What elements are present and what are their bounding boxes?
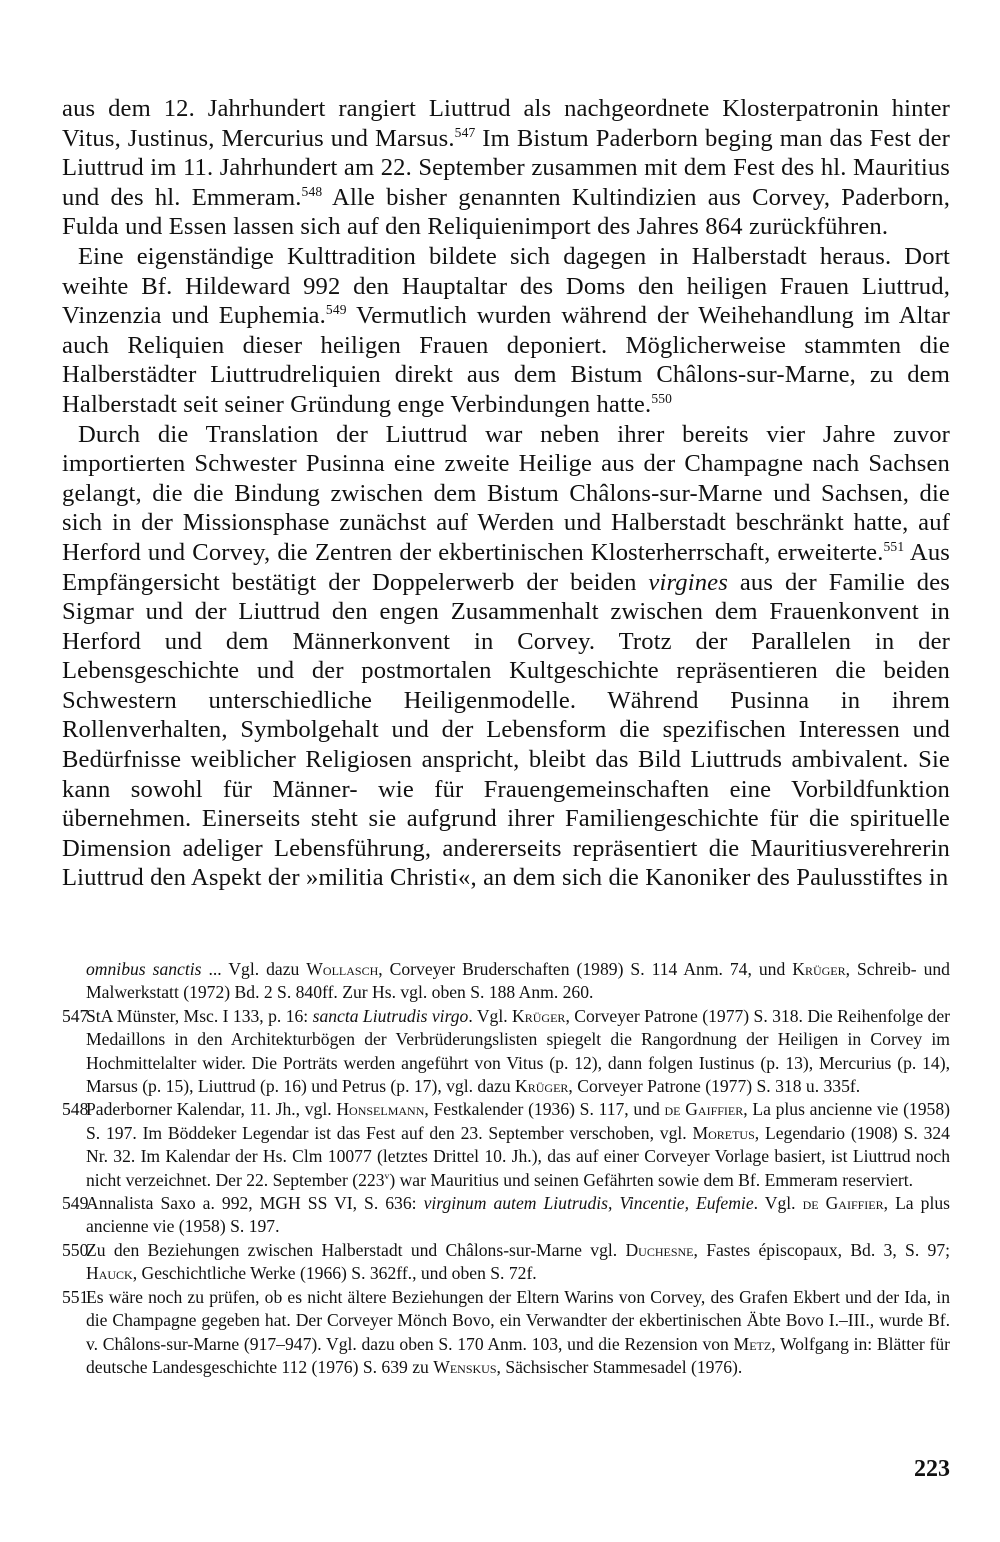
footnote-551 [62, 1286, 950, 1380]
superscript: v [384, 1170, 390, 1182]
author-name: Moretus [692, 1122, 755, 1143]
footnote-number: 549 [62, 1193, 89, 1214]
author-name: Krüger [515, 1076, 569, 1097]
footnote-ref-547[interactable]: 547 [454, 124, 476, 140]
footnotes [62, 958, 950, 1379]
text-run: Zu den Beziehungen zwischen Halberstadt und Châlons-sur-Marne vgl. [86, 1239, 626, 1260]
text-run: , La plus ancienne vie (1958) S. 197. [86, 1193, 950, 1237]
footnote-number: 548 [62, 1099, 89, 1120]
footnote-number: 551 [62, 1286, 89, 1307]
text-run: ... Vgl. dazu [201, 959, 307, 979]
text-run: StA Münster, Msc. I 133, p. 16: [86, 1005, 313, 1026]
text-run: Durch die Translation der Liuttrud war neben ihrer bereits vier Jahre zuvor importierten Schwester Pusinna eine zweite Heilige aus der Champagne nach Sachsen gelangt, die die Bindung zwischen dem Bistum Châlons-sur-Marne und Sachsen, die sich in der Missionsphase zunächst auf Werden und Halberstadt beschränkt hatte, auf Herford und Corvey, die Zentren der ekbertinischen Klosterherrschaft, erweiterte. [62, 420, 950, 566]
author-name: Hauck [86, 1263, 133, 1284]
author-name: Krüger [792, 959, 846, 979]
footnote-ref-548[interactable]: 548 [301, 183, 323, 199]
author-name: Honselmann [336, 1099, 425, 1120]
footnote-548 [62, 1098, 950, 1192]
author-name: Wollasch [306, 959, 379, 979]
paragraph-1 [62, 94, 950, 242]
text-run: , Corveyer Bruderschaften (1989) S. 114 Anm. 74, und [378, 959, 793, 979]
footnote-number: 547 [62, 1005, 89, 1026]
footnote-ref-549[interactable]: 549 [325, 301, 347, 317]
text-run: , Corveyer Patrone (1977) S. 318. Die Reihenfolge der Medaillons in den Architekturbögen der Verbrüderungslisten spiegelt die Rangordnung der Heiligen in Corvey im Hochmittelalter wider. Die Porträts werden angeführt von Vitus (p. 12), dann folgen Iustinus (p. 13), Mercurius (p. 14), Marsus (p. 15), Liuttrud (p. 16) und Petrus (p. 17), vgl. dazu [86, 1005, 950, 1097]
author-name: Duchesne [625, 1239, 694, 1260]
text-run: Vermutlich wurden während der Weihehandlung im Altar auch Reliquien dieser heiligen Frauen deponiert. Möglicherweise stammten die Halberstädter Liuttrudreliquien direkt aus dem Bistum Châlons-sur-Marne, zu dem Halberstadt seit seiner Gründung enge Verbindungen hatte. [62, 302, 950, 418]
text-run: , Corveyer Patrone (1977) S. 318 u. 335f. [568, 1076, 861, 1097]
author-name: Wenskus [433, 1356, 497, 1377]
text-run: Paderborner Kalendar, 11. Jh., vgl. [86, 1099, 337, 1120]
page-number: 223 [914, 1456, 950, 1482]
text-run: . Vgl. [468, 1005, 513, 1026]
paragraph-2 [62, 242, 950, 420]
italic-term: omnibus sanctis [86, 959, 202, 979]
text-run: , Wolfgang in: Blätter für deutsche Landesgeschichte 112 (1976) S. 639 zu [86, 1333, 951, 1377]
text-run: , Geschichtliche Werke (1966) S. 362ff., und oben S. 72f. [132, 1263, 537, 1284]
author-name: de Gaiffier [664, 1099, 744, 1120]
text-run: , Sächsischer Stammesadel (1976). [496, 1356, 743, 1377]
text-run: , Schreib- und Malwerkstatt (1972) Bd. 2 S. 840ff. Zur Hs. vgl. oben S. 188 Anm. 260. [86, 959, 950, 1003]
footnote-549 [62, 1192, 950, 1239]
text-run: , La plus ancienne vie (1958) S. 197. Im Böddeker Legendar ist das Fest auf den 23. September verschoben, vgl. [86, 1099, 950, 1143]
footnote-number: 550 [62, 1239, 89, 1260]
footnote-547 [62, 1005, 950, 1099]
footnote-continuation [62, 958, 950, 1005]
author-name: Krüger [512, 1005, 566, 1026]
text-run: , Fastes épiscopaux, Bd. 3, S. 97; [693, 1239, 950, 1260]
italic-term: virginum autem Liutrudis, Vincentie, Eufemie [423, 1193, 754, 1214]
author-name: Metz [733, 1333, 772, 1354]
main-text [62, 94, 950, 893]
author-name: de Gaiffier [802, 1193, 884, 1214]
text-run: , Legendario (1908) S. 324 Nr. 32. Im Kalendar der Hs. Clm 10077 (letztes Drittel 10. Jh.), das auf einer Corveyer Vorlage basiert, ist Liuttrud noch nicht verzeichnet. Der 22. September (223 [86, 1122, 950, 1190]
text-run: Alle bisher genannten Kultindizien aus Corvey, Paderborn, Fulda und Essen lassen sich auf den Reliquienimport des Jahres 864 zurückführen. [62, 183, 950, 241]
text-run: Annalista Saxo a. 992, MGH SS VI, S. 636: [86, 1193, 424, 1214]
text-run: . Vgl. [753, 1193, 803, 1214]
italic-term: sancta Liutrudis virgo [312, 1005, 469, 1026]
text-run: , Festkalender (1936) S. 117, und [424, 1099, 665, 1120]
text-run: Im Bistum Paderborn beging man das Fest der Liuttrud im 11. Jahrhundert am 22. September zusammen mit dem Fest des hl. Mauritius und des hl. Emmeram. [62, 124, 950, 211]
footnote-550 [62, 1239, 950, 1286]
footnote-ref-550[interactable]: 550 [651, 390, 673, 406]
text-run: aus dem 12. Jahrhundert rangiert Liuttrud als nachgeordnete Klosterpatronin hinter Vitus, Justinus, Mercurius und Marsus. [62, 95, 950, 152]
paragraph-3 [62, 420, 950, 894]
text-run: Eine eigenständige Kulttradition bildete sich dagegen in Halberstadt heraus. Dort weihte Bf. Hildeward 992 den Hauptaltar des Doms den heiligen Frauen Liuttrud, Vinzenzia und Euphemia. [62, 242, 950, 330]
italic-term: virgines [648, 568, 728, 596]
text-run: aus der Familie des Sigmar und der Liuttrud den engen Zusammenhalt zwischen dem Frauenkonvent in Herford und dem Männerkonvent in Corvey. Trotz der Parallelen in der Lebensgeschichte und der postmortalen Kultgeschichte repräsentieren die beiden Schwestern unterschiedliche Heiligenmodelle. Während Pusinna in ihrem Rollenverhalten, Symbolgehalt und der Lebensform die spezifischen Interessen und Bedürfnisse weiblicher Religiosen anspricht, bleibt das Bild Liuttruds ambivalent. Sie kann sowohl für Männer- wie für Frauengemeinschaften eine Vorbildfunktion übernehmen. Einerseits steht sie aufgrund ihrer Familiengeschichte für die spirituelle Dimension adeliger Lebensführung, andererseits repräsentiert die Mauritiusverehrerin Liuttrud den Aspekt der »militia Christi«, an dem sich die Kanoniker des Paulusstiftes in [62, 568, 950, 892]
text-run: ) war Mauritius und seinen Gefährten sowie dem Bf. Emmeram reserviert. [389, 1169, 914, 1190]
footnote-ref-551[interactable]: 551 [883, 538, 905, 554]
text-run: Aus Empfängersicht bestätigt der Doppelerwerb der beiden [62, 538, 950, 596]
text-run: Es wäre noch zu prüfen, ob es nicht ältere Beziehungen der Eltern Warins von Corvey, des Grafen Ekbert und der Ida, in die Champagne gegeben hat. Der Corveyer Mönch Bovo, ein Verwandter der ekbertinischen Äbte Bovo I.–III., wurde Bf. v. Châlons-sur-Marne (917–947). Vgl. dazu oben S. 170 Anm. 103, und die Rezension von [86, 1286, 950, 1354]
